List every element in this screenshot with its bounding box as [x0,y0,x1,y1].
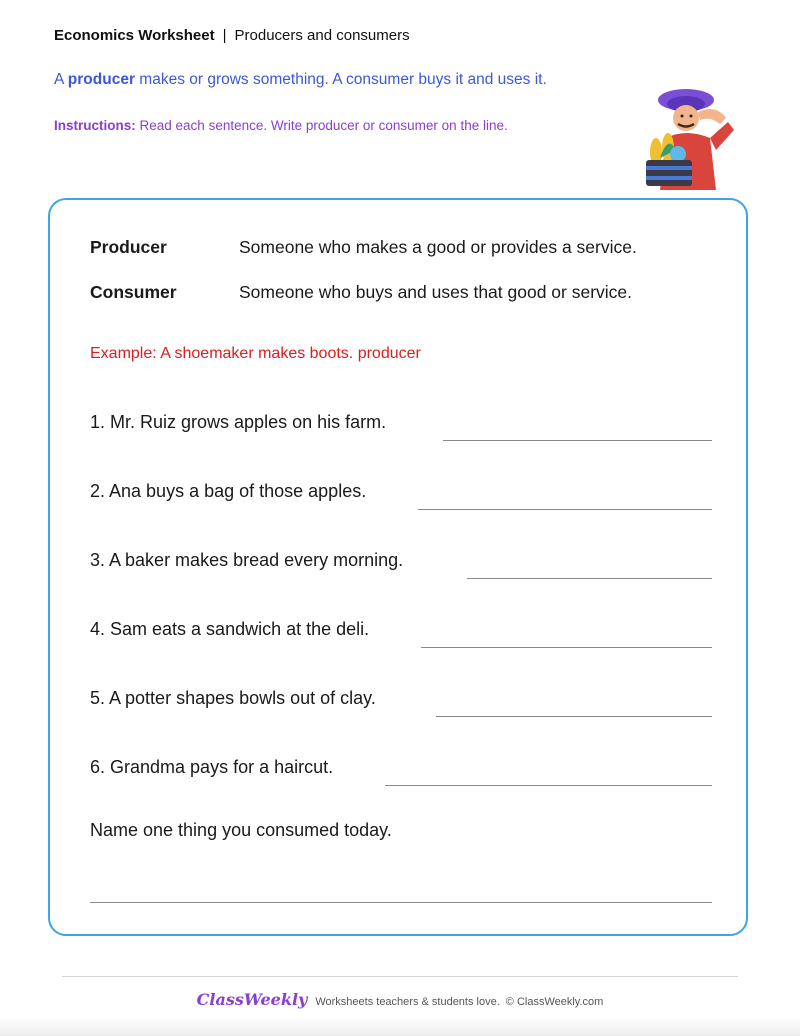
intro-sentence [54,71,547,89]
instructions [54,118,508,133]
question-1 [90,412,712,442]
final-answer-line[interactable] [90,902,712,903]
worksheet-header [54,27,410,44]
answer-line[interactable] [443,440,712,441]
answer-line[interactable] [385,785,712,786]
footer-tagline: Worksheets teachers & students love. [315,996,500,1008]
footer-copyright: © ClassWeekly.com [505,996,604,1008]
answer-line[interactable] [421,647,712,648]
question-text: 1. Mr. Ruiz grows apples on his farm. [90,412,387,432]
intro-prefix: A [54,71,68,88]
answer-line[interactable] [418,509,712,510]
intro-rest: makes or grows something. A consumer buys it and uses it. [134,71,547,88]
question-5 [90,688,712,718]
answer-line[interactable] [436,716,712,717]
instructions-label: Instructions: [54,118,136,133]
definition-term: Producer [90,237,167,257]
question-text: 4. Sam eats a sandwich at the deli. [90,619,370,639]
definition-meaning: Someone who buys and uses that good or service. [239,282,633,302]
brand-logo: ClassWeekly [196,990,308,1009]
question-text: 3. A baker makes bread every morning. [90,550,404,570]
example-sentence: Example: A shoemaker makes boots. producer [90,345,421,362]
farmer-with-vegetable-basket-icon [640,86,740,190]
footer [0,990,800,1009]
instructions-text: Read each sentence. Write producer or consumer on the line. [135,118,508,133]
worksheet-box [48,198,748,936]
question-text: 6. Grandma pays for a haircut. [90,757,334,777]
question-6 [90,757,712,787]
answer-line[interactable] [467,578,712,579]
page-bottom-edge [0,1018,800,1036]
question-2 [90,481,712,511]
question-text: 5. A potter shapes bowls out of clay. [90,688,376,708]
header-separator: | [222,27,227,44]
final-prompt: Name one thing you consumed today. [90,820,392,840]
question-3 [90,550,712,580]
worksheet-subject: Economics Worksheet [54,27,215,44]
definition-meaning: Someone who makes a good or provides a service. [239,237,637,257]
intro-keyword: producer [67,71,135,88]
question-text: 2. Ana buys a bag of those apples. [90,481,367,501]
worksheet-topic: Producers and consumers [234,27,410,44]
definition-term: Consumer [90,282,177,302]
footer-divider [62,976,738,977]
question-4 [90,619,712,649]
